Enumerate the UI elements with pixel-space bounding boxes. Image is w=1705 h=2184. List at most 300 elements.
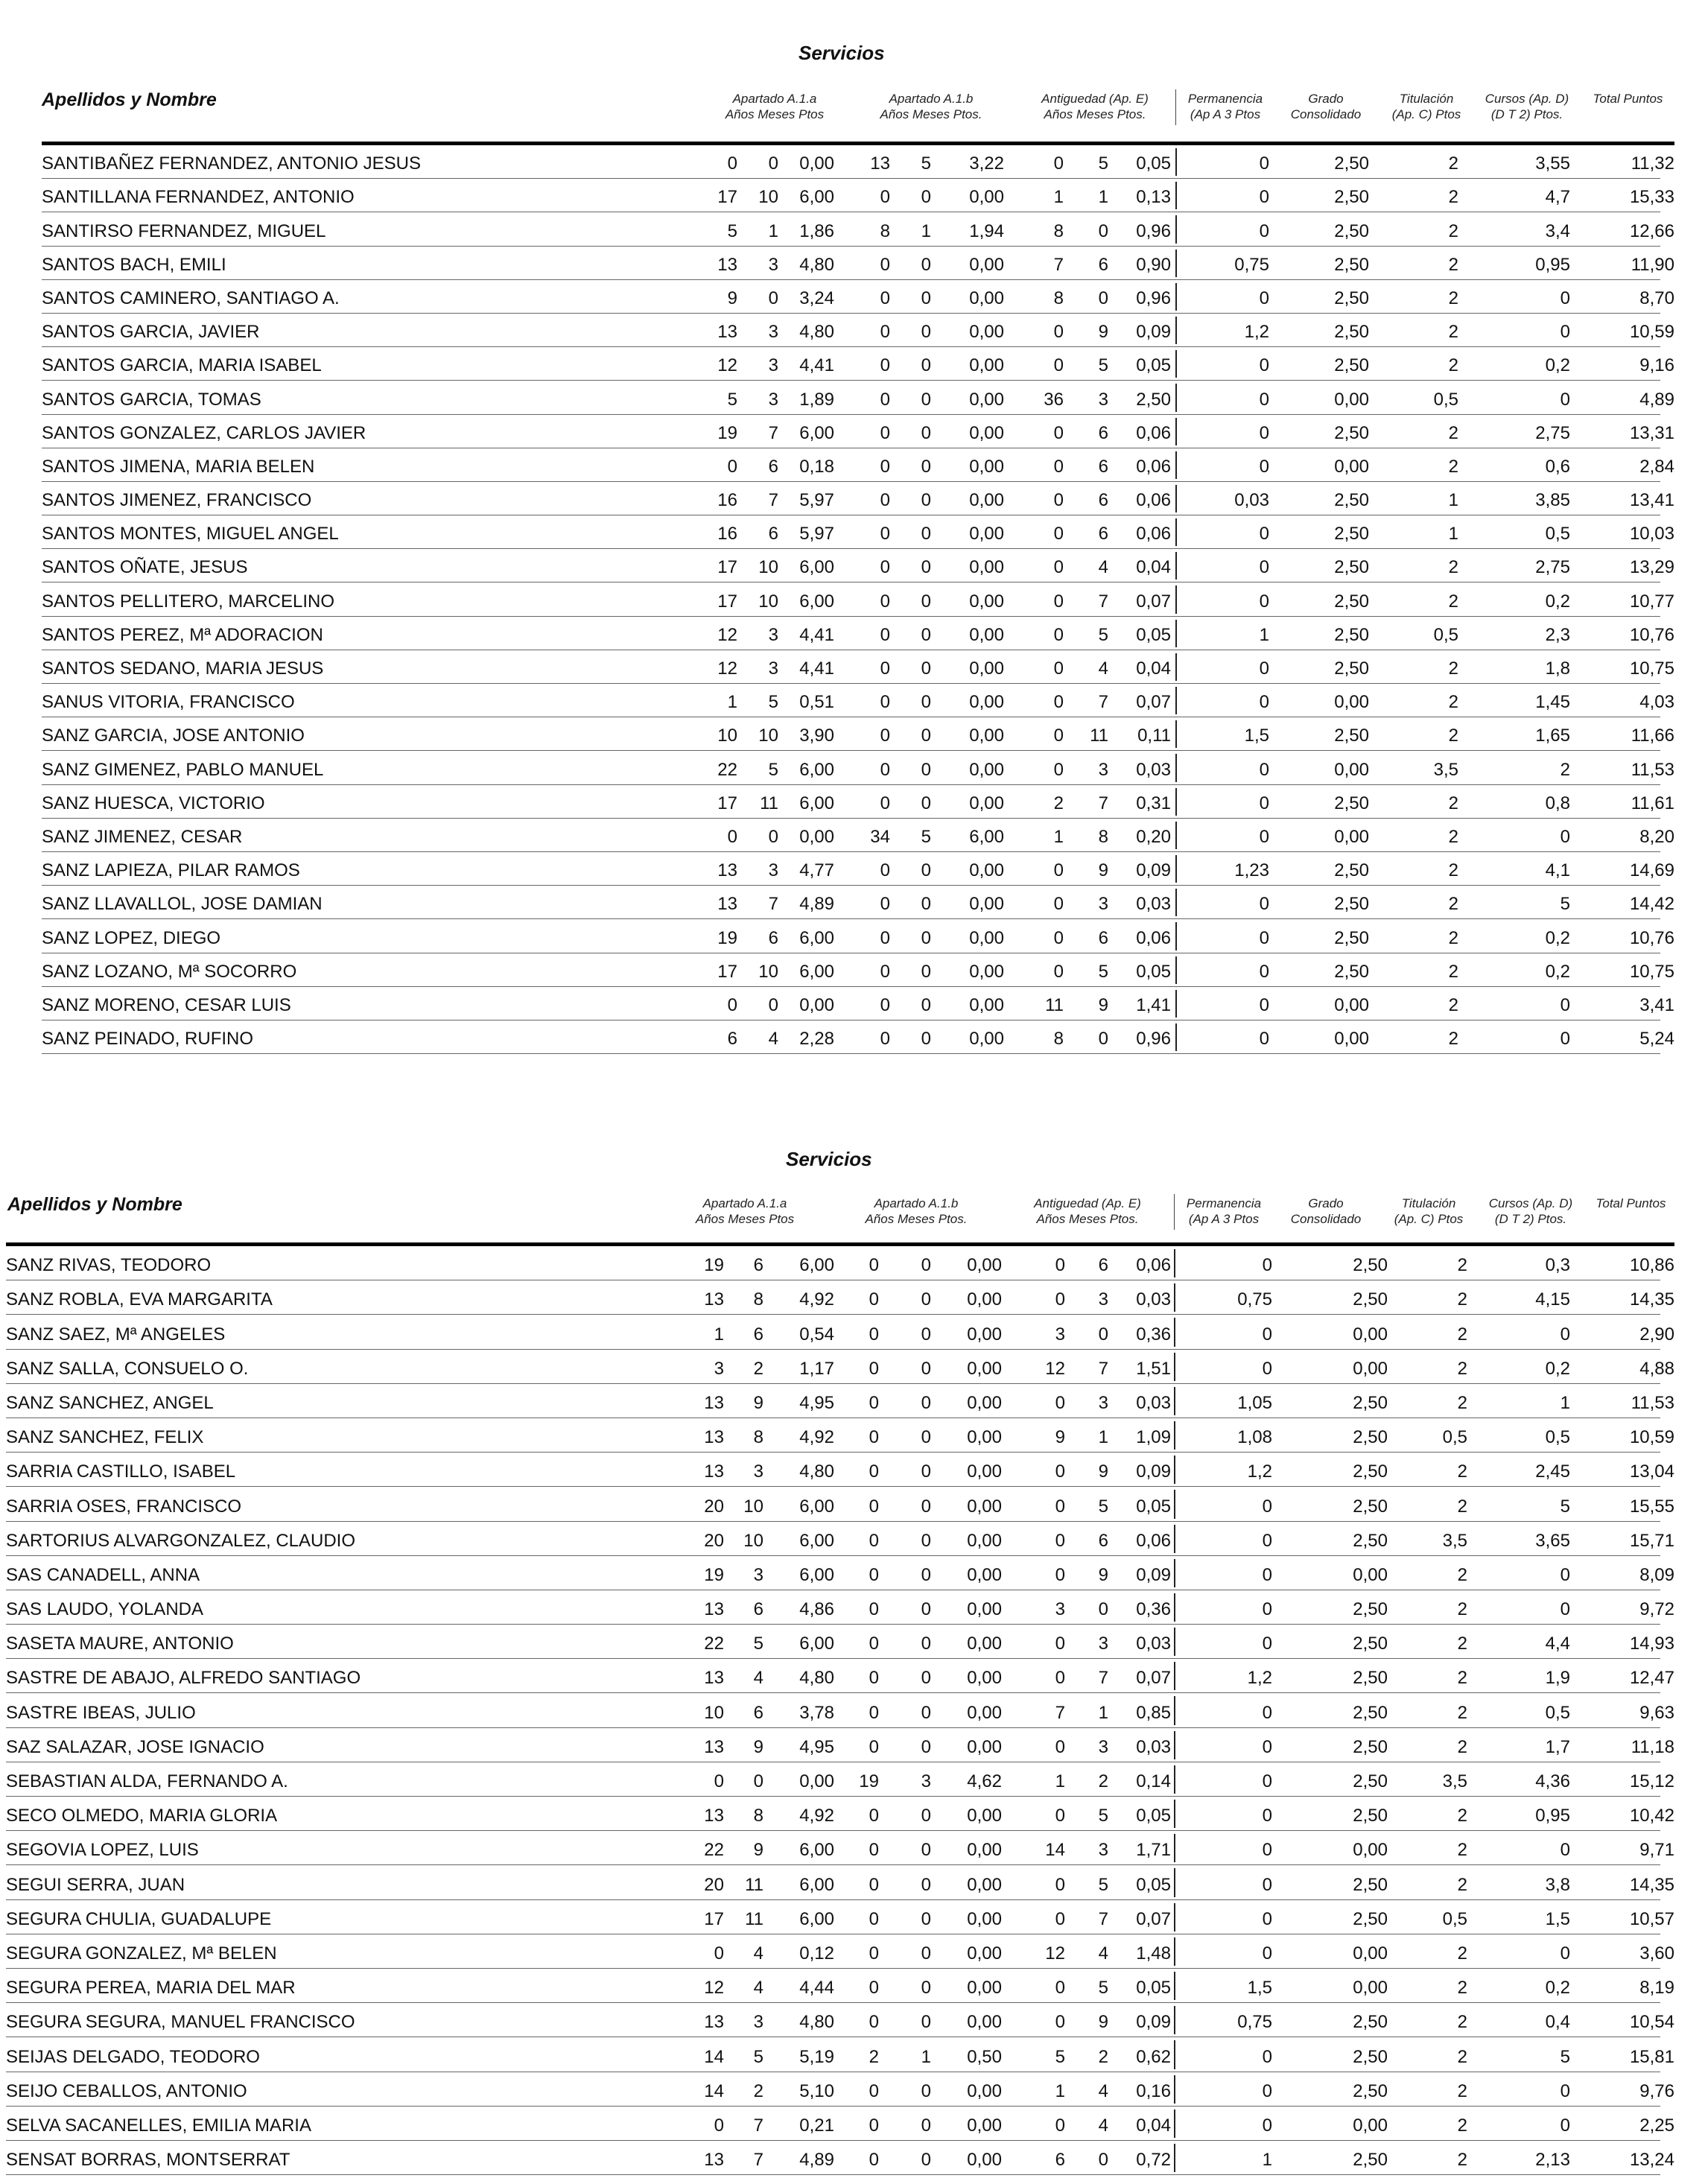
- column-separator: [1174, 1903, 1175, 1931]
- cell-a1b-meses: 0: [921, 2080, 931, 2101]
- column-separator: [1174, 1249, 1175, 1277]
- cell-a1a-ptos: 4,80: [799, 1461, 834, 1482]
- cell-titulacion: 2: [1448, 557, 1458, 578]
- cell-total-puntos: 10,77: [1629, 591, 1674, 612]
- cell-a1a-ptos: 0,00: [799, 1771, 834, 1791]
- cell-cursos: 5: [1560, 1496, 1570, 1517]
- cell-total-puntos: 15,33: [1629, 187, 1674, 208]
- cell-a1a-anos: 17: [717, 557, 737, 578]
- cell-permanencia: 0: [1262, 1943, 1272, 1964]
- cell-a1a-meses: 10: [758, 726, 778, 746]
- cell-a1b-ptos: 0,00: [967, 1255, 1002, 1276]
- cell-titulacion: 2: [1457, 1736, 1467, 1757]
- cell-antig-anos: 0: [1053, 456, 1064, 477]
- cell-antig-ptos: 0,03: [1136, 1736, 1171, 1757]
- cell-a1a-ptos: 4,41: [799, 624, 834, 645]
- cell-a1b-meses: 0: [921, 1427, 931, 1448]
- cell-a1a-meses: 8: [753, 1289, 763, 1310]
- cell-antig-ptos: 0,05: [1136, 1806, 1171, 1826]
- cell-a1a-ptos: 6,00: [799, 591, 834, 612]
- cell-cursos: 3,8: [1545, 1874, 1570, 1895]
- header-separator: [1175, 89, 1176, 125]
- cell-antig-anos: 0: [1055, 1564, 1065, 1585]
- cell-a1a-ptos: 4,92: [799, 1289, 834, 1310]
- cell-grado-consolidado: 0,00: [1334, 456, 1369, 477]
- cell-a1a-ptos: 1,17: [799, 1358, 834, 1379]
- cell-permanencia: 0: [1259, 591, 1269, 612]
- cell-total-puntos: 10,59: [1629, 322, 1674, 343]
- cell-a1b-anos: 0: [869, 1392, 879, 1413]
- cell-a1b-anos: 0: [869, 2115, 879, 2136]
- cell-a1a-anos: 13: [717, 254, 737, 275]
- cell-antig-ptos: 0,16: [1136, 2080, 1171, 2101]
- cell-apellidos-nombre: SANTIBAÑEZ FERNANDEZ, ANTONIO JESUS: [42, 153, 421, 174]
- cell-a1b-ptos: 0,00: [969, 927, 1004, 948]
- cell-antig-meses: 6: [1098, 1530, 1108, 1551]
- cell-titulacion: 0,5: [1442, 1908, 1467, 1929]
- cell-a1b-ptos: 0,00: [967, 1358, 1002, 1379]
- cell-a1a-anos: 22: [717, 759, 737, 780]
- cell-antig-ptos: 0,03: [1136, 894, 1171, 915]
- cell-a1b-anos: 0: [869, 1634, 879, 1654]
- cell-antig-anos: 0: [1053, 894, 1064, 915]
- cell-permanencia: 0: [1259, 422, 1269, 443]
- table-row: [0, 1556, 1705, 1590]
- cell-a1a-meses: 6: [753, 1599, 763, 1620]
- cell-cursos: 5: [1560, 894, 1570, 915]
- cell-cursos: 1,9: [1545, 1668, 1570, 1689]
- cell-antig-ptos: 0,09: [1136, 1461, 1171, 1482]
- cell-cursos: 0,5: [1545, 1702, 1570, 1723]
- cell-antig-ptos: 0,05: [1136, 1874, 1171, 1895]
- cell-a1a-anos: 22: [704, 1634, 724, 1654]
- cell-a1a-meses: 8: [753, 1806, 763, 1826]
- cell-total-puntos: 12,47: [1629, 1668, 1674, 1689]
- cell-a1b-ptos: 0,00: [967, 1427, 1002, 1448]
- cell-a1a-meses: 9: [753, 1392, 763, 1413]
- cell-a1a-meses: 3: [753, 2012, 763, 2033]
- cell-a1a-anos: 17: [704, 1908, 724, 1929]
- cell-a1b-anos: 0: [880, 793, 890, 813]
- header-grado: Grado Consolidado: [1290, 92, 1362, 121]
- cell-apellidos-nombre: SARTORIUS ALVARGONZALEZ, CLAUDIO: [6, 1530, 356, 1551]
- cell-apellidos-nombre: SANZ GARCIA, JOSE ANTONIO: [42, 726, 305, 746]
- cell-a1a-anos: 12: [717, 658, 737, 679]
- cell-titulacion: 2: [1457, 2046, 1467, 2067]
- column-separator: [1175, 283, 1177, 311]
- cell-titulacion: 2: [1448, 254, 1458, 275]
- cell-antig-ptos: 0,85: [1136, 1702, 1171, 1723]
- cell-permanencia: 0: [1259, 220, 1269, 241]
- cell-a1a-ptos: 0,54: [799, 1324, 834, 1345]
- cell-a1b-anos: 0: [869, 1289, 879, 1310]
- cell-titulacion: 2: [1448, 322, 1458, 343]
- cell-a1a-ptos: 5,10: [799, 2080, 834, 2101]
- cell-a1a-anos: 16: [717, 524, 737, 545]
- column-separator: [1174, 1765, 1175, 1794]
- cell-a1b-meses: 0: [921, 254, 931, 275]
- cell-antig-anos: 12: [1045, 1943, 1065, 1964]
- cell-permanencia: 0: [1262, 1599, 1272, 1620]
- cell-permanencia: 0: [1259, 793, 1269, 813]
- table-row: [0, 2037, 1705, 2072]
- cell-antig-anos: 0: [1055, 1874, 1065, 1895]
- cell-permanencia: 0: [1262, 1840, 1272, 1861]
- column-separator: [1175, 720, 1177, 748]
- cell-antig-meses: 7: [1098, 591, 1108, 612]
- cell-antig-anos: 1: [1053, 826, 1064, 847]
- cell-grado-consolidado: 2,50: [1334, 220, 1369, 241]
- cell-cursos: 4,15: [1535, 1289, 1570, 1310]
- cell-a1a-ptos: 6,00: [799, 422, 834, 443]
- cell-antig-meses: 5: [1098, 961, 1108, 982]
- cell-a1a-ptos: 5,97: [799, 490, 834, 511]
- cell-apellidos-nombre: SANTOS JIMENA, MARIA BELEN: [42, 456, 315, 477]
- cell-a1a-anos: 5: [727, 389, 737, 410]
- cell-antig-meses: 0: [1098, 1599, 1108, 1620]
- cell-a1b-meses: 0: [921, 994, 931, 1015]
- cell-total-puntos: 9,63: [1639, 1702, 1674, 1723]
- cell-a1a-meses: 5: [753, 2046, 763, 2067]
- column-separator: [1174, 2006, 1175, 2034]
- cell-cursos: 1: [1560, 1392, 1570, 1413]
- cell-a1b-anos: 0: [869, 1736, 879, 1757]
- cell-antig-meses: 7: [1098, 692, 1108, 713]
- cell-antig-ptos: 0,06: [1136, 927, 1171, 948]
- cell-a1a-anos: 19: [717, 422, 737, 443]
- cell-a1b-ptos: 4,62: [967, 1771, 1002, 1791]
- cell-a1a-meses: 11: [760, 793, 778, 813]
- cell-a1b-anos: 0: [880, 524, 890, 545]
- cell-antig-meses: 8: [1098, 826, 1108, 847]
- table-row: [0, 852, 1705, 886]
- cell-titulacion: 2: [1457, 1806, 1467, 1826]
- cell-antig-ptos: 0,96: [1136, 288, 1171, 308]
- cell-titulacion: 2: [1448, 658, 1458, 679]
- cell-a1a-ptos: 6,00: [799, 961, 834, 982]
- cell-a1b-anos: 0: [869, 1599, 879, 1620]
- cell-antig-ptos: 0,03: [1136, 1634, 1171, 1654]
- table-row: [0, 247, 1705, 280]
- cell-a1a-meses: 3: [753, 1461, 763, 1482]
- cell-antig-meses: 3: [1098, 894, 1108, 915]
- cell-cursos: 2,45: [1535, 1461, 1570, 1482]
- cell-a1a-anos: 1: [714, 1324, 724, 1345]
- cell-total-puntos: 4,03: [1639, 692, 1674, 713]
- cell-a1b-ptos: 0,00: [969, 355, 1004, 376]
- cell-antig-meses: 3: [1098, 1392, 1108, 1413]
- cell-grado-consolidado: 2,50: [1353, 1771, 1388, 1791]
- cell-grado-consolidado: 2,50: [1334, 557, 1369, 578]
- cell-a1b-anos: 0: [880, 422, 890, 443]
- table-row: [0, 145, 1705, 179]
- cell-apellidos-nombre: SARRIA CASTILLO, ISABEL: [6, 1461, 236, 1482]
- cell-a1b-ptos: 0,00: [969, 422, 1004, 443]
- cell-titulacion: 2: [1457, 1358, 1467, 1379]
- cell-a1b-anos: 0: [869, 1530, 879, 1551]
- header-titulacion: Titulación (Ap. C) Ptos: [1394, 1196, 1464, 1226]
- cell-cursos: 3,55: [1535, 153, 1570, 174]
- cell-a1a-anos: 13: [704, 1599, 724, 1620]
- cell-cursos: 0,2: [1545, 591, 1570, 612]
- cell-cursos: 1,65: [1535, 726, 1570, 746]
- cell-cursos: 4,1: [1545, 860, 1570, 881]
- cell-a1b-ptos: 0,00: [969, 490, 1004, 511]
- cell-a1b-ptos: 3,22: [969, 153, 1004, 174]
- cell-a1b-meses: 0: [921, 1599, 931, 1620]
- cell-apellidos-nombre: SEGURA SEGURA, MANUEL FRANCISCO: [6, 2012, 355, 2033]
- table-row: [0, 1865, 1705, 1899]
- header-cursos: Cursos (Ap. D) (D T 2) Ptos.: [1488, 1196, 1573, 1226]
- cell-antig-meses: 9: [1098, 1461, 1108, 1482]
- cell-antig-ptos: 0,20: [1136, 826, 1171, 847]
- table-row: [0, 347, 1705, 381]
- cell-antig-meses: 6: [1098, 490, 1108, 511]
- cell-a1a-anos: 20: [704, 1874, 724, 1895]
- cell-antig-anos: 6: [1055, 2150, 1065, 2171]
- cell-a1a-ptos: 0,18: [799, 456, 834, 477]
- header-titulacion: Titulación (Ap. C) Ptos: [1391, 92, 1461, 121]
- cell-a1b-anos: 0: [869, 2080, 879, 2101]
- section-title: Servicios: [786, 1148, 872, 1170]
- cell-permanencia: 0: [1259, 456, 1269, 477]
- cell-apellidos-nombre: SANZ MORENO, CESAR LUIS: [42, 994, 291, 1015]
- cell-cursos: 0,2: [1545, 927, 1570, 948]
- cell-antig-ptos: 0,06: [1136, 1530, 1171, 1551]
- cell-apellidos-nombre: SANZ LOZANO, Mª SOCORRO: [42, 961, 297, 982]
- cell-a1a-meses: 2: [753, 1358, 763, 1379]
- cell-grado-consolidado: 2,50: [1353, 1255, 1388, 1276]
- cell-apellidos-nombre: SASTRE DE ABAJO, ALFREDO SANTIAGO: [6, 1668, 361, 1689]
- cell-total-puntos: 13,04: [1629, 1461, 1674, 1482]
- cell-total-puntos: 13,41: [1629, 490, 1674, 511]
- cell-a1a-anos: 20: [704, 1496, 724, 1517]
- cell-a1a-meses: 3: [768, 355, 778, 376]
- table-row: [0, 1246, 1705, 1280]
- cell-grado-consolidado: 2,50: [1353, 1702, 1388, 1723]
- cell-grado-consolidado: 2,50: [1353, 1668, 1388, 1689]
- cell-total-puntos: 13,31: [1629, 422, 1674, 443]
- table-row: [0, 1762, 1705, 1797]
- cell-total-puntos: 9,16: [1639, 355, 1674, 376]
- table-body: [0, 145, 1705, 1054]
- cell-antig-ptos: 0,07: [1136, 1908, 1171, 1929]
- cell-total-puntos: 4,89: [1639, 389, 1674, 410]
- cell-titulacion: 2: [1448, 355, 1458, 376]
- cell-a1b-ptos: 0,00: [969, 793, 1004, 813]
- cell-a1b-anos: 0: [880, 894, 890, 915]
- column-separator: [1174, 1800, 1175, 1828]
- cell-a1b-ptos: 0,00: [969, 288, 1004, 308]
- cell-a1a-anos: 12: [717, 355, 737, 376]
- cell-a1a-ptos: 6,00: [799, 1634, 834, 1654]
- cell-grado-consolidado: 2,50: [1334, 591, 1369, 612]
- cell-a1b-anos: 0: [869, 1496, 879, 1517]
- cell-a1b-ptos: 0,00: [967, 2150, 1002, 2171]
- cell-grado-consolidado: 0,00: [1334, 994, 1369, 1015]
- cell-a1b-meses: 0: [921, 322, 931, 343]
- cell-total-puntos: 11,90: [1631, 254, 1674, 275]
- cell-apellidos-nombre: SANTOS GARCIA, TOMAS: [42, 389, 261, 410]
- table-row: [0, 1900, 1705, 1934]
- cell-total-puntos: 11,66: [1631, 726, 1674, 746]
- cell-total-puntos: 8,70: [1639, 288, 1674, 308]
- cell-total-puntos: 8,19: [1639, 1978, 1674, 1999]
- cell-total-puntos: 10,75: [1629, 658, 1674, 679]
- cell-apellidos-nombre: SANUS VITORIA, FRANCISCO: [42, 692, 295, 713]
- cell-grado-consolidado: 0,00: [1334, 389, 1369, 410]
- cell-titulacion: 2: [1448, 726, 1458, 746]
- cell-permanencia: 0: [1259, 288, 1269, 308]
- cell-a1b-anos: 0: [869, 1255, 879, 1276]
- cell-apellidos-nombre: SANTILLANA FERNANDEZ, ANTONIO: [42, 187, 355, 208]
- cell-permanencia: 1,5: [1247, 1978, 1272, 1999]
- cell-antig-ptos: 1,48: [1136, 1943, 1171, 1964]
- cell-antig-anos: 0: [1053, 759, 1064, 780]
- cell-a1b-meses: 0: [921, 1358, 931, 1379]
- cell-total-puntos: 15,55: [1629, 1496, 1674, 1517]
- cell-a1b-meses: 0: [921, 658, 931, 679]
- cell-grado-consolidado: 2,50: [1334, 961, 1369, 982]
- cell-a1b-ptos: 0,00: [969, 994, 1004, 1015]
- cell-antig-meses: 0: [1098, 1324, 1108, 1345]
- cell-antig-ptos: 2,50: [1136, 389, 1171, 410]
- cell-antig-meses: 4: [1098, 658, 1108, 679]
- cell-antig-ptos: 0,62: [1136, 2046, 1171, 2067]
- cell-a1b-meses: 0: [921, 355, 931, 376]
- cell-antig-ptos: 0,09: [1136, 1564, 1171, 1585]
- cell-apellidos-nombre: SANTOS CAMINERO, SANTIAGO A.: [42, 288, 340, 308]
- cell-cursos: 1,7: [1545, 1736, 1570, 1757]
- table-row: [0, 1969, 1705, 2003]
- column-separator: [1174, 1283, 1175, 1312]
- cell-permanencia: 0: [1262, 2080, 1272, 2101]
- cell-antig-meses: 5: [1098, 1806, 1108, 1826]
- cell-a1a-meses: 3: [768, 389, 778, 410]
- cell-a1a-meses: 3: [768, 254, 778, 275]
- cell-cursos: 0: [1560, 826, 1570, 847]
- cell-a1b-anos: 19: [859, 1771, 879, 1791]
- cell-a1b-meses: 0: [921, 389, 931, 410]
- cell-a1a-ptos: 4,95: [799, 1392, 834, 1413]
- cell-a1b-meses: 0: [921, 1564, 931, 1585]
- cell-permanencia: 0: [1259, 389, 1269, 410]
- cell-a1b-meses: 0: [921, 288, 931, 308]
- cell-antig-meses: 5: [1098, 624, 1108, 645]
- cell-total-puntos: 13,24: [1629, 2150, 1674, 2171]
- cell-a1a-meses: 3: [768, 658, 778, 679]
- cell-antig-anos: 0: [1055, 1908, 1065, 1929]
- cell-permanencia: 1,08: [1237, 1427, 1272, 1448]
- column-separator: [1174, 1593, 1175, 1622]
- cell-a1b-anos: 0: [880, 658, 890, 679]
- cell-antig-ptos: 0,96: [1136, 1029, 1171, 1050]
- cell-titulacion: 2: [1457, 1634, 1467, 1654]
- cell-a1b-anos: 0: [869, 1978, 879, 1999]
- cell-antig-anos: 0: [1055, 2012, 1065, 2033]
- cell-a1a-anos: 0: [727, 994, 737, 1015]
- cell-total-puntos: 5,24: [1639, 1029, 1674, 1050]
- cell-a1b-ptos: 0,00: [967, 2115, 1002, 2136]
- cell-a1a-anos: 22: [704, 1840, 724, 1861]
- cell-permanencia: 1,05: [1237, 1392, 1272, 1413]
- cell-grado-consolidado: 2,50: [1353, 1874, 1388, 1895]
- header-antiguedad: Antiguedad (Ap. E) Años Meses Ptos.: [1041, 92, 1149, 121]
- cell-titulacion: 2: [1457, 2080, 1467, 2101]
- cell-total-puntos: 10,42: [1629, 1806, 1674, 1826]
- cell-a1b-ptos: 0,00: [969, 322, 1004, 343]
- cell-a1a-meses: 10: [758, 591, 778, 612]
- cell-total-puntos: 2,90: [1639, 1324, 1674, 1345]
- cell-a1b-anos: 8: [880, 220, 890, 241]
- cell-antig-ptos: 0,36: [1136, 1324, 1171, 1345]
- cell-antig-meses: 6: [1098, 1255, 1108, 1276]
- cell-total-puntos: 11,18: [1631, 1736, 1674, 1757]
- cell-a1b-ptos: 0,00: [967, 1289, 1002, 1310]
- cell-titulacion: 1: [1448, 524, 1458, 545]
- cell-a1b-ptos: 0,00: [967, 1806, 1002, 1826]
- cell-antig-anos: 0: [1053, 557, 1064, 578]
- cell-a1b-ptos: 0,00: [969, 658, 1004, 679]
- header-cursos: Cursos (Ap. D) (D T 2) Ptos.: [1485, 92, 1569, 121]
- cell-permanencia: 1,23: [1234, 860, 1269, 881]
- cell-a1b-ptos: 0,00: [969, 692, 1004, 713]
- cell-cursos: 0,3: [1545, 1255, 1570, 1276]
- cell-a1b-meses: 1: [921, 220, 931, 241]
- cell-antig-meses: 3: [1098, 389, 1108, 410]
- cell-grado-consolidado: 2,50: [1353, 1634, 1388, 1654]
- cell-a1a-ptos: 6,00: [799, 759, 834, 780]
- cell-cursos: 0: [1560, 1324, 1570, 1345]
- cell-a1b-anos: 0: [880, 288, 890, 308]
- cell-a1b-anos: 0: [869, 1427, 879, 1448]
- cell-antig-anos: 0: [1053, 658, 1064, 679]
- cell-apellidos-nombre: SEGUI SERRA, JUAN: [6, 1874, 185, 1895]
- cell-a1b-meses: 0: [921, 1668, 931, 1689]
- cell-a1b-anos: 0: [880, 726, 890, 746]
- cell-total-puntos: 14,42: [1629, 894, 1674, 915]
- table-row: [0, 314, 1705, 347]
- cell-grado-consolidado: 0,00: [1353, 1943, 1388, 1964]
- cell-antig-meses: 5: [1098, 1978, 1108, 1999]
- cell-a1b-meses: 5: [921, 826, 931, 847]
- column-separator: [1175, 620, 1177, 647]
- cell-cursos: 3,4: [1545, 220, 1570, 241]
- cell-a1a-meses: 4: [753, 1978, 763, 1999]
- cell-antig-ptos: 0,36: [1136, 1599, 1171, 1620]
- cell-cursos: 3,85: [1535, 490, 1570, 511]
- cell-titulacion: 2: [1457, 1874, 1467, 1895]
- cell-cursos: 0,2: [1545, 1978, 1570, 1999]
- cell-a1b-meses: 0: [921, 1530, 931, 1551]
- cell-apellidos-nombre: SANZ SALLA, CONSUELO O.: [6, 1358, 249, 1379]
- cell-total-puntos: 10,54: [1629, 2012, 1674, 2033]
- cell-permanencia: 0: [1262, 1806, 1272, 1826]
- cell-grado-consolidado: 2,50: [1334, 153, 1369, 174]
- cell-antig-anos: 0: [1053, 961, 1064, 982]
- cell-antig-anos: 0: [1053, 624, 1064, 645]
- cell-grado-consolidado: 0,00: [1334, 1029, 1369, 1050]
- cell-a1a-anos: 6: [727, 1029, 737, 1050]
- cell-a1a-ptos: 5,19: [799, 2046, 834, 2067]
- cell-grado-consolidado: 0,00: [1334, 826, 1369, 847]
- cell-a1b-meses: 0: [921, 422, 931, 443]
- cell-total-puntos: 12,66: [1629, 220, 1674, 241]
- cell-antig-ptos: 0,06: [1136, 1255, 1171, 1276]
- cell-titulacion: 0,5: [1433, 389, 1458, 410]
- cell-a1b-ptos: 0,00: [967, 1908, 1002, 1929]
- cell-titulacion: 2: [1448, 288, 1458, 308]
